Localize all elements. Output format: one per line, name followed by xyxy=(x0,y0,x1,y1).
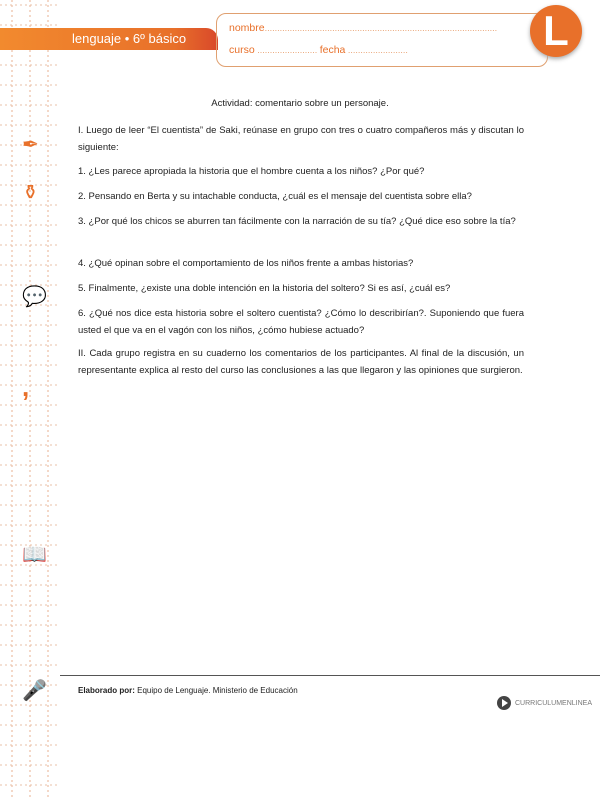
book-icon: 📖 xyxy=(22,544,47,566)
part-two-text: II. Cada grupo registra en su cuaderno los comentarios de los participantes. Al final de la discusión, un representante explica al resto del curso las conclusiones a las que llegaron y las opiniones que surgieron. xyxy=(78,348,524,376)
subject-label: lenguaje • 6º básico xyxy=(72,31,187,46)
microphone-icon: 🎤 xyxy=(22,680,47,702)
quill-icon: ✒ xyxy=(22,134,39,156)
speech-bubble-icon: 💬 xyxy=(22,286,47,308)
question-1: 1. ¿Les parece apropiada la historia que el hombre cuenta a los niños? ¿Por qué? xyxy=(78,166,425,177)
nombre-label: nombre xyxy=(229,22,265,34)
question-6: 6. ¿Qué nos dice esta historia sobre el soltero cuentista? ¿Cómo lo describirían?. Suponiendo que fuera usted el que va en el vagón con los niños, ¿cómo hubiese actuado? xyxy=(78,308,524,336)
footer-credit xyxy=(78,686,298,695)
credit-label: Elaborado por: xyxy=(78,686,135,695)
question-5: 5. Finalmente, ¿existe una doble intención en la historia del soltero? Si es así, ¿cuál es? xyxy=(78,283,451,294)
question-2: 2. Pensando en Berta y su intachable conducta, ¿cuál es el mensaje del cuentista sobre ella? xyxy=(78,191,472,202)
subject-banner xyxy=(0,28,218,50)
brand-name: CURRICULUMENLINEA xyxy=(515,699,593,707)
footer-divider xyxy=(60,675,600,676)
inkwell-icon: ⚱ xyxy=(22,182,39,204)
play-icon xyxy=(497,696,511,710)
question-4: 4. ¿Qué opinan sobre el comportamiento de los niños frente a ambas historias? xyxy=(78,258,414,269)
credit-text: Equipo de Lenguaje. Ministerio de Educación xyxy=(134,686,298,695)
activity-title: Actividad: comentario sobre un personaje. xyxy=(211,98,389,109)
comma-icon: , xyxy=(22,372,30,402)
intro-text: I. Luego de leer “El cuentista” de Saki, reúnase en grupo con tres o cuatro compañeros más y discutan lo siguiente: xyxy=(78,125,524,153)
curriculum-logo xyxy=(497,696,592,710)
subject-logo: L xyxy=(530,5,582,57)
fecha-label: fecha xyxy=(319,44,346,56)
question-3: 3. ¿Por qué los chicos se aburren tan fácilmente con la narración de su tía? ¿Qué dice eso sobre la tía? xyxy=(78,216,516,227)
student-info-box: nombre............................................................................................. curso ........................ fecha ........................ xyxy=(216,13,548,67)
curso-label: curso xyxy=(229,44,255,56)
